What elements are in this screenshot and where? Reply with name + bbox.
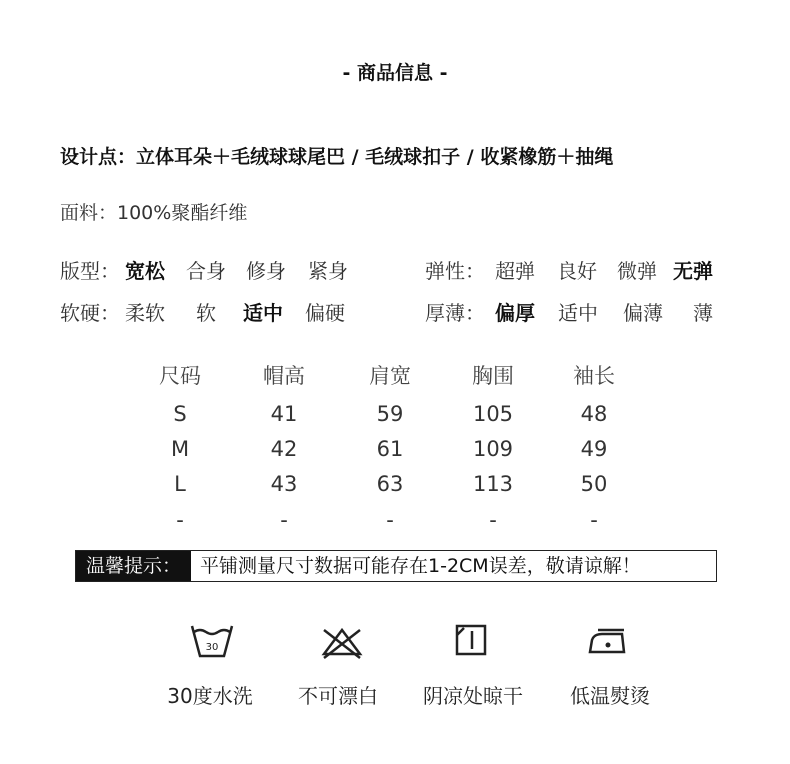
attr-elasticity-label: 弹性：	[425, 259, 485, 283]
table-header: 肩宽	[369, 364, 411, 388]
table-cell: 59	[376, 402, 404, 426]
table-cell: M	[170, 437, 190, 461]
table-header: 袖长	[573, 364, 615, 388]
attr-thickness-option: 适中	[558, 301, 598, 325]
table-cell: 41	[270, 402, 298, 426]
attr-fit-option: 宽松	[125, 259, 165, 283]
table-cell: -	[590, 508, 598, 532]
table-cell: 42	[270, 437, 298, 461]
shade-dry-icon	[448, 620, 498, 662]
table-cell: L	[174, 472, 186, 496]
fabric-info: 面料：100%聚酯纤维	[60, 202, 248, 224]
attr-fit-option: 紧身	[308, 259, 348, 283]
table-cell: 113	[472, 472, 514, 496]
attr-softness-option: 偏硬	[305, 301, 345, 325]
attr-thickness-label: 厚薄：	[425, 301, 485, 325]
no-bleach-icon	[318, 620, 368, 662]
attr-softness-option: 软	[196, 301, 216, 325]
table-cell: -	[280, 508, 288, 532]
attr-softness-option: 柔软	[125, 301, 165, 325]
table-cell: -	[489, 508, 497, 532]
table-cell: S	[173, 402, 187, 426]
attr-elasticity-option: 无弹	[673, 259, 713, 283]
table-cell: -	[386, 508, 394, 532]
table-cell: 50	[580, 472, 608, 496]
attr-elasticity-option: 良好	[557, 259, 597, 283]
table-cell: 48	[580, 402, 608, 426]
table-header: 胸围	[472, 364, 514, 388]
attr-thickness-option: 薄	[693, 301, 713, 325]
attr-elasticity-option: 超弹	[495, 259, 535, 283]
table-cell: -	[176, 508, 184, 532]
care-label: 30度水洗	[167, 684, 253, 708]
care-label: 低温熨烫	[570, 684, 650, 708]
wash-30-icon	[188, 620, 238, 662]
table-header: 尺码	[159, 364, 201, 388]
table-cell: 109	[472, 437, 514, 461]
attr-elasticity-option: 微弹	[617, 259, 657, 283]
care-label: 阴凉处晾干	[423, 684, 523, 708]
tip-label: 温馨提示：	[76, 551, 191, 581]
attr-fit-option: 合身	[186, 259, 226, 283]
table-header: 帽高	[263, 364, 305, 388]
table-cell: 49	[580, 437, 608, 461]
tip-bar	[75, 550, 717, 582]
design-points: 设计点：立体耳朵＋毛绒球球尾巴 / 毛绒球扣子 / 收紧橡筋＋抽绳	[60, 146, 614, 168]
attr-softness-label: 软硬：	[60, 301, 120, 325]
table-cell: 63	[376, 472, 404, 496]
table-cell: 105	[472, 402, 514, 426]
table-cell: 61	[376, 437, 404, 461]
attr-fit-label: 版型：	[60, 259, 120, 283]
tip-text: 平铺测量尺寸数据可能存在1-2CM误差，敬请谅解！	[200, 555, 641, 577]
wash-temp-text: 30	[205, 642, 219, 653]
low-iron-icon	[584, 620, 634, 662]
attr-softness-option: 适中	[243, 301, 283, 325]
table-cell: 43	[270, 472, 298, 496]
section-title: - 商品信息 -	[342, 62, 448, 84]
attr-thickness-option: 偏厚	[495, 301, 535, 325]
attr-fit-option: 修身	[246, 259, 286, 283]
care-label: 不可漂白	[298, 684, 378, 708]
attr-thickness-option: 偏薄	[623, 301, 663, 325]
